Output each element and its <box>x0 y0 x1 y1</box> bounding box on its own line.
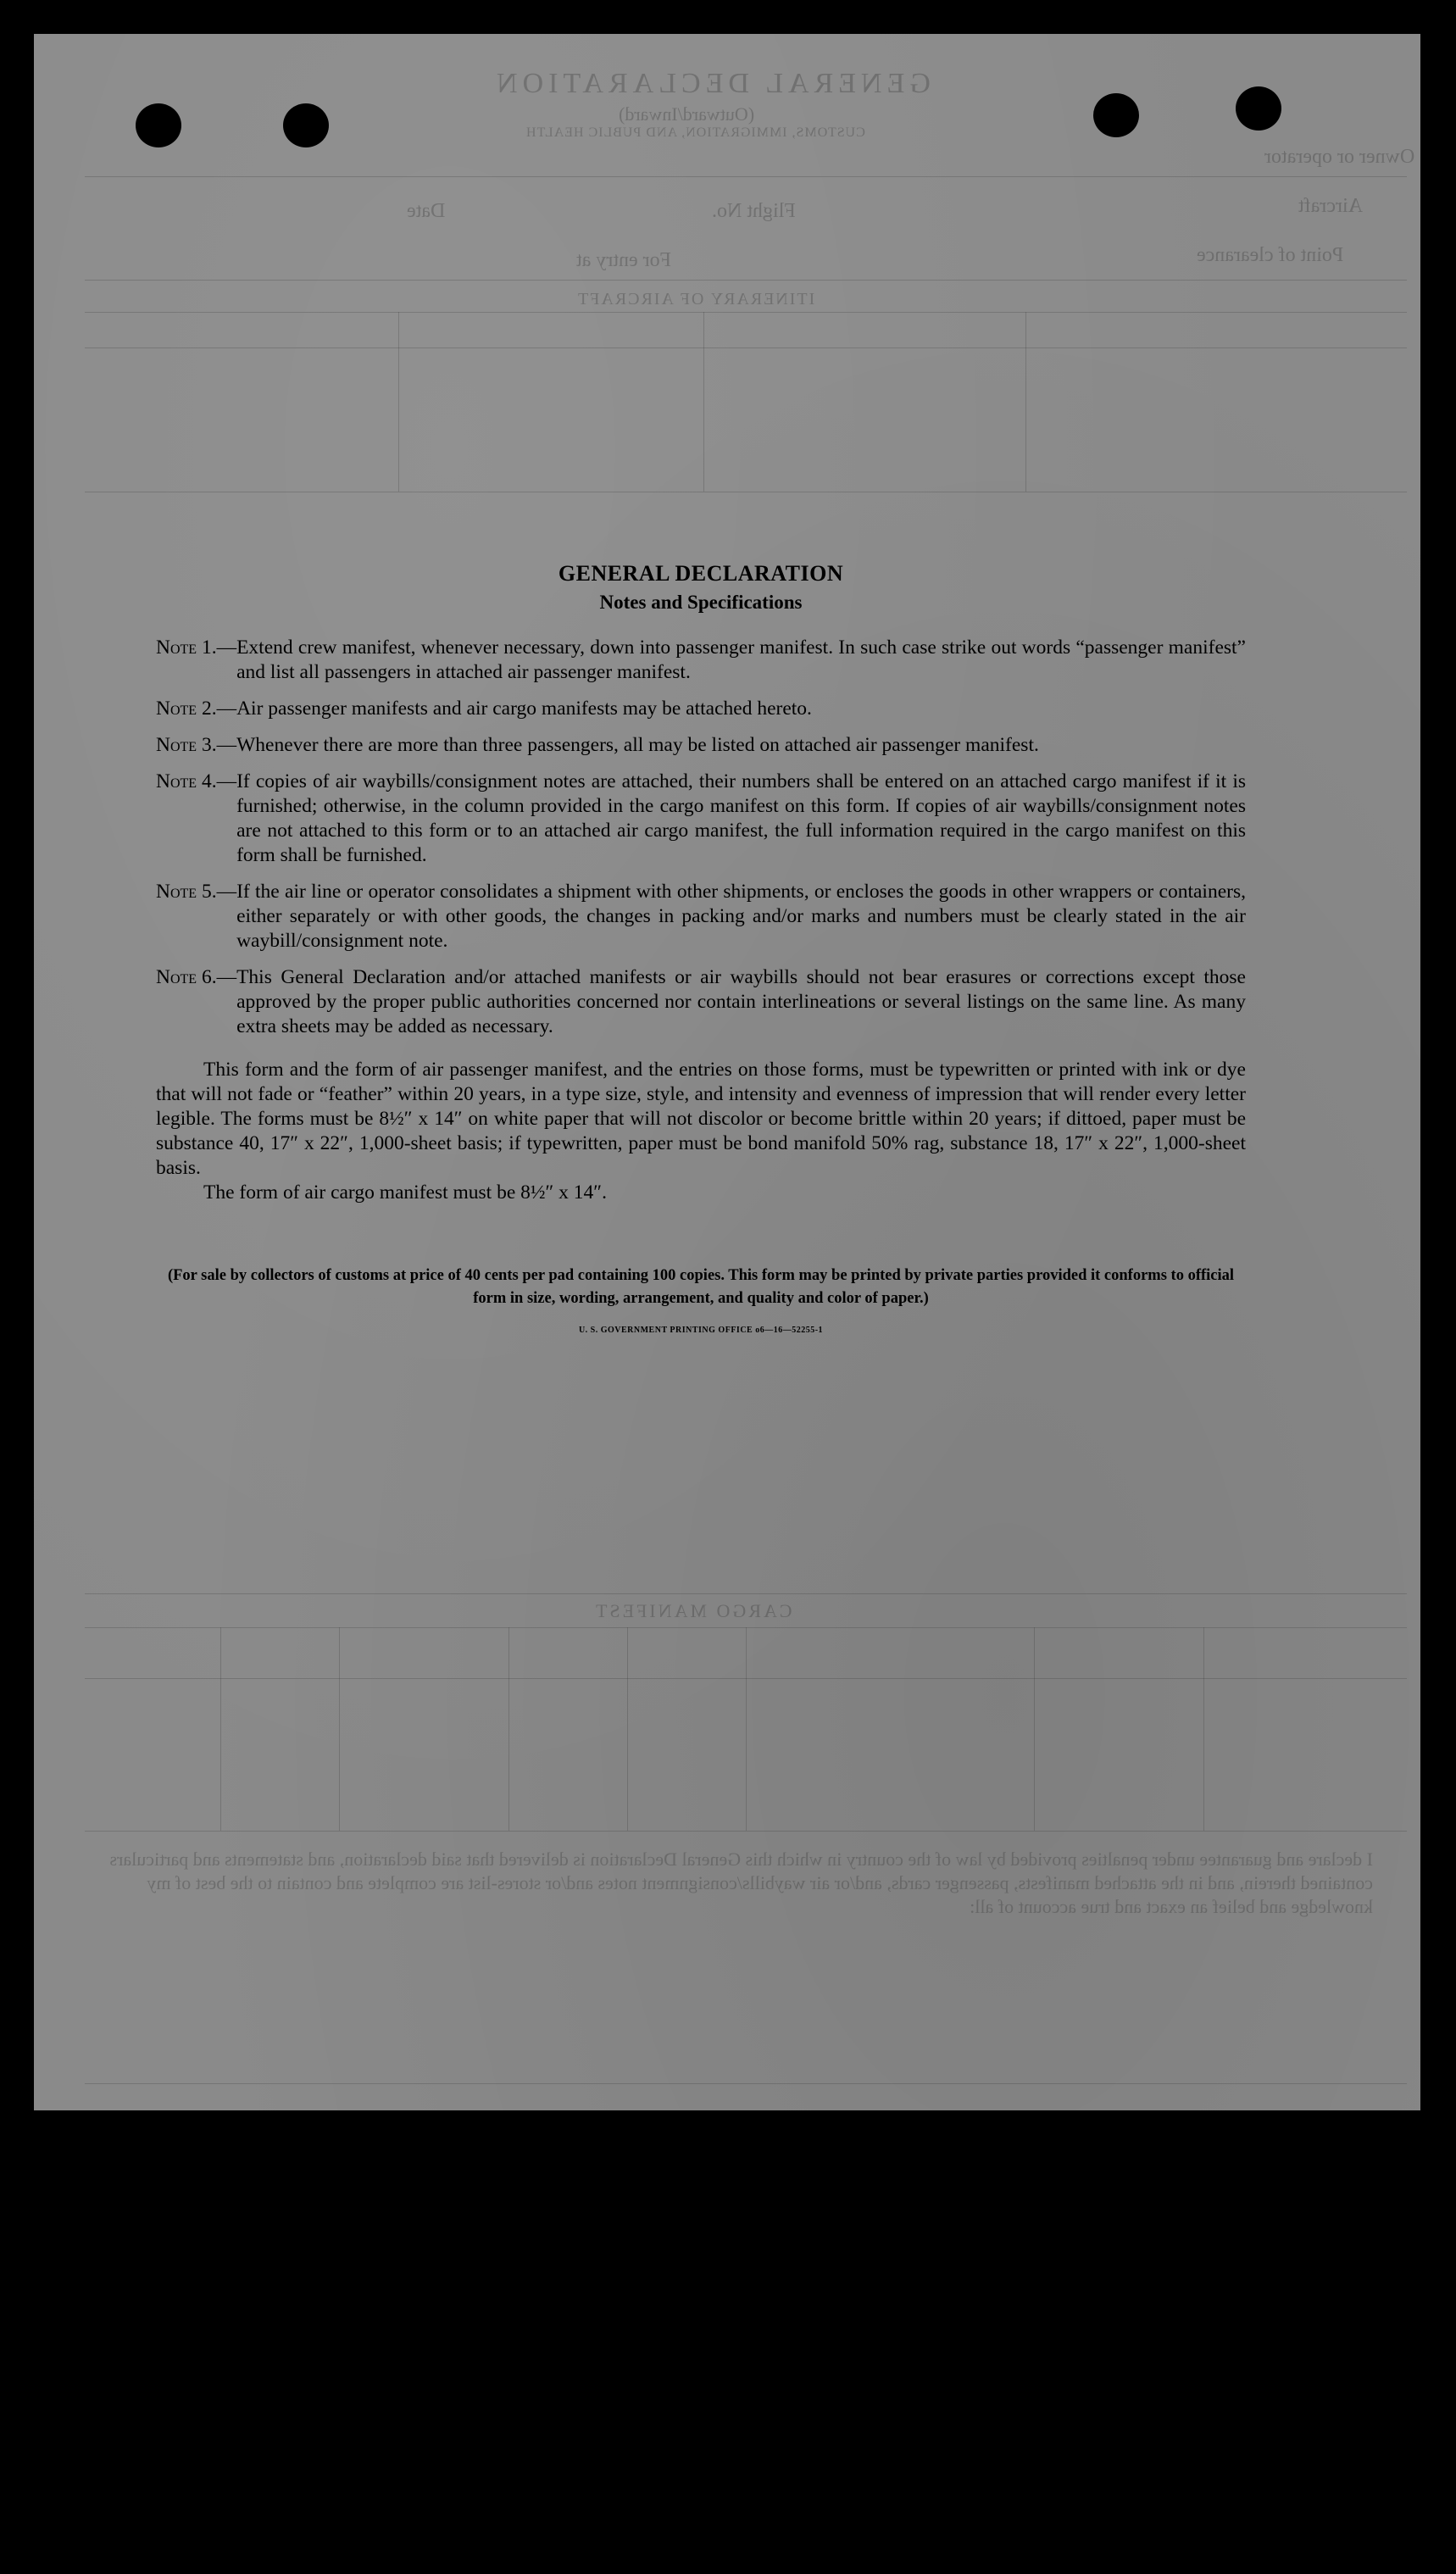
reverse-header: GENERAL DECLARATION <box>492 68 931 99</box>
reverse-for-entry: For entry at <box>576 249 671 271</box>
punch-hole <box>283 103 329 147</box>
note-2: Note 2. — Air passenger manifests and air cargo manifests may be attached hereto. <box>156 697 1246 721</box>
note-text: Air passenger manifests and air cargo manifests may be attached hereto. <box>236 698 812 720</box>
note-text: Extend crew manifest, whenever necessary, down into passenger manifest. In such case strike out words “passenger manifest” and list all passengers in attached air passenger manifest. <box>236 637 1246 683</box>
punch-hole <box>1236 86 1281 131</box>
note-text: If the air line or operator consolidates a shipment with other shipments, or encloses the goods in other wrappers or containers, either separately or with other goods, the changes in packing and/or marks and numbers must be clearly stated in the air waybill/consignment note. <box>236 881 1246 952</box>
note-label: Note 5. <box>156 881 217 903</box>
note-6: Note 6. — This General Declaration and/or attached manifests or air waybills should not bear erasures or corrections except those approved by the proper public authorities concerned nor contain interlineations or several listings on the same line. As many extra sheets may be added as necessary. <box>156 966 1246 1037</box>
cargo-manifest-size-note: The form of air cargo manifest must be 8½″ x 14″. <box>203 1181 607 1204</box>
reverse-cargo-manifest: CARGO MANIFEST <box>593 1600 792 1621</box>
reverse-itinerary: ITINERARY OF AIRCRAFT <box>576 290 815 309</box>
reverse-column-rule <box>627 1627 628 1831</box>
reverse-owner: Owner or operator <box>1264 146 1415 168</box>
note-4: Note 4. — If copies of air waybills/consignment notes are attached, their numbers shall be entered on an attached cargo manifest if it is furnished; otherwise, in the column provided in the cargo manifest on this form. If copies of air waybills/consignment notes are not attached to this form or to an attached air cargo manifest, the full information required in the cargo manifest on this form shall be furnished. <box>156 770 1246 866</box>
note-label: Note 2. <box>156 698 217 720</box>
reverse-column-rule <box>508 1627 509 1831</box>
note-3: Note 3. — Whenever there are more than three passengers, all may be listed on attached air passenger manifest. <box>156 733 1246 758</box>
reverse-rule <box>85 280 1407 281</box>
sale-note: (For sale by collectors of customs at price of 40 cents per pad containing 100 copies. This form may be printed by private parties provided it conforms to official form in size, wording, arrangement, and quality and color of paper.) <box>167 1267 1235 1307</box>
reverse-column-rule <box>703 312 704 492</box>
reverse-column-rule <box>220 1627 221 1831</box>
reverse-column-rule <box>1034 1627 1035 1831</box>
note-text: Whenever there are more than three passengers, all may be listed on attached air passenger manifest. <box>236 734 1039 756</box>
reverse-header-sub: (Outward/Inward) <box>619 103 755 125</box>
reverse-rule <box>85 176 1407 177</box>
reverse-date: Date <box>407 200 446 222</box>
punch-hole <box>1093 93 1139 137</box>
document-subtitle: Notes and Specifications <box>599 592 803 613</box>
note-5: Note 5. — If the air line or operator consolidates a shipment with other shipments, or encloses the goods in other wrappers or containers, either separately or with other goods, the changes in packing and/or marks and numbers must be clearly stated in the air waybill/consignment note. <box>156 881 1246 952</box>
note-label: Note 1. <box>156 637 217 659</box>
note-label: Note 6. <box>156 966 217 988</box>
reverse-rule <box>85 2083 1407 2084</box>
reverse-flight: Flight No. <box>712 200 796 222</box>
reverse-column-rule <box>398 312 399 492</box>
notes-section <box>156 561 1246 1335</box>
punch-hole <box>136 103 181 147</box>
reverse-column-rule <box>746 1627 747 1831</box>
specification-paragraph: This form and the form of air passenger manifest, and the entries on those forms, must be typewritten or printed with ink or dye that will not fade or “feather” within 20 years, in a type size, style, and intensity and evenness of impression that will render every letter legible. The forms must be 8½″ x 14″ on white paper that will not discolor or become brittle within 20 years; if dittoed, paper must be substance 40, 17″ x 22″, 1,000-sheet basis; if typewritten, paper must be bond manifold 50% rag, substance 18, 17″ x 22″, 1,000-sheet basis. <box>156 1059 1246 1179</box>
printing-office-line: U. S. GOVERNMENT PRINTING OFFICE o6—16—52255-1 <box>578 1326 824 1335</box>
reverse-point: Point of clearance <box>1197 244 1344 266</box>
note-text: If copies of air waybills/consignment notes are attached, their numbers shall be entered on an attached cargo manifest if it is furnished; otherwise, in the column provided in the cargo manifest on this form. If copies of air waybills/consignment notes are not attached to this form or to an attached air cargo manifest, the full information required in the cargo manifest on this form shall be furnished. <box>236 770 1246 866</box>
note-label: Note 4. <box>156 770 217 792</box>
reverse-rule <box>85 1593 1407 1594</box>
reverse-rule <box>85 1831 1407 1832</box>
reverse-column-rule <box>339 1627 340 1831</box>
reverse-rule <box>85 347 1407 348</box>
note-text: This General Declaration and/or attached manifests or air waybills should not bear erasures or corrections except those approved by the proper public authorities concerned nor contain interlineations or several listings on the same line. As many extra sheets may be added as necessary. <box>236 966 1246 1037</box>
reverse-declaration: I declare and guarantee under penalties provided by law of the country in which this General Declaration is delivered that said declaration, and statements and particulars contained therein, and in the attached manifests, passenger cards, and/or air waybills/consignment notes and/or stores-list are complete and contain to the best of my knowledge and belief an exact and true account of all: <box>109 1848 1373 1917</box>
reverse-aircraft: Aircraft <box>1298 195 1363 217</box>
reverse-header-agency: CUSTOMS, IMMIGRATION, AND PUBLIC HEALTH <box>525 125 865 140</box>
reverse-rule <box>85 312 1407 313</box>
note-label: Note 3. <box>156 734 217 756</box>
reverse-column-rule <box>1203 1627 1204 1831</box>
note-1: Note 1. — Extend crew manifest, whenever necessary, down into passenger manifest. In such case strike out words “passenger manifest” and list all passengers in attached air passenger manifest. <box>156 637 1246 683</box>
document-title: GENERAL DECLARATION <box>558 561 844 586</box>
reverse-column-rule <box>1025 312 1026 492</box>
